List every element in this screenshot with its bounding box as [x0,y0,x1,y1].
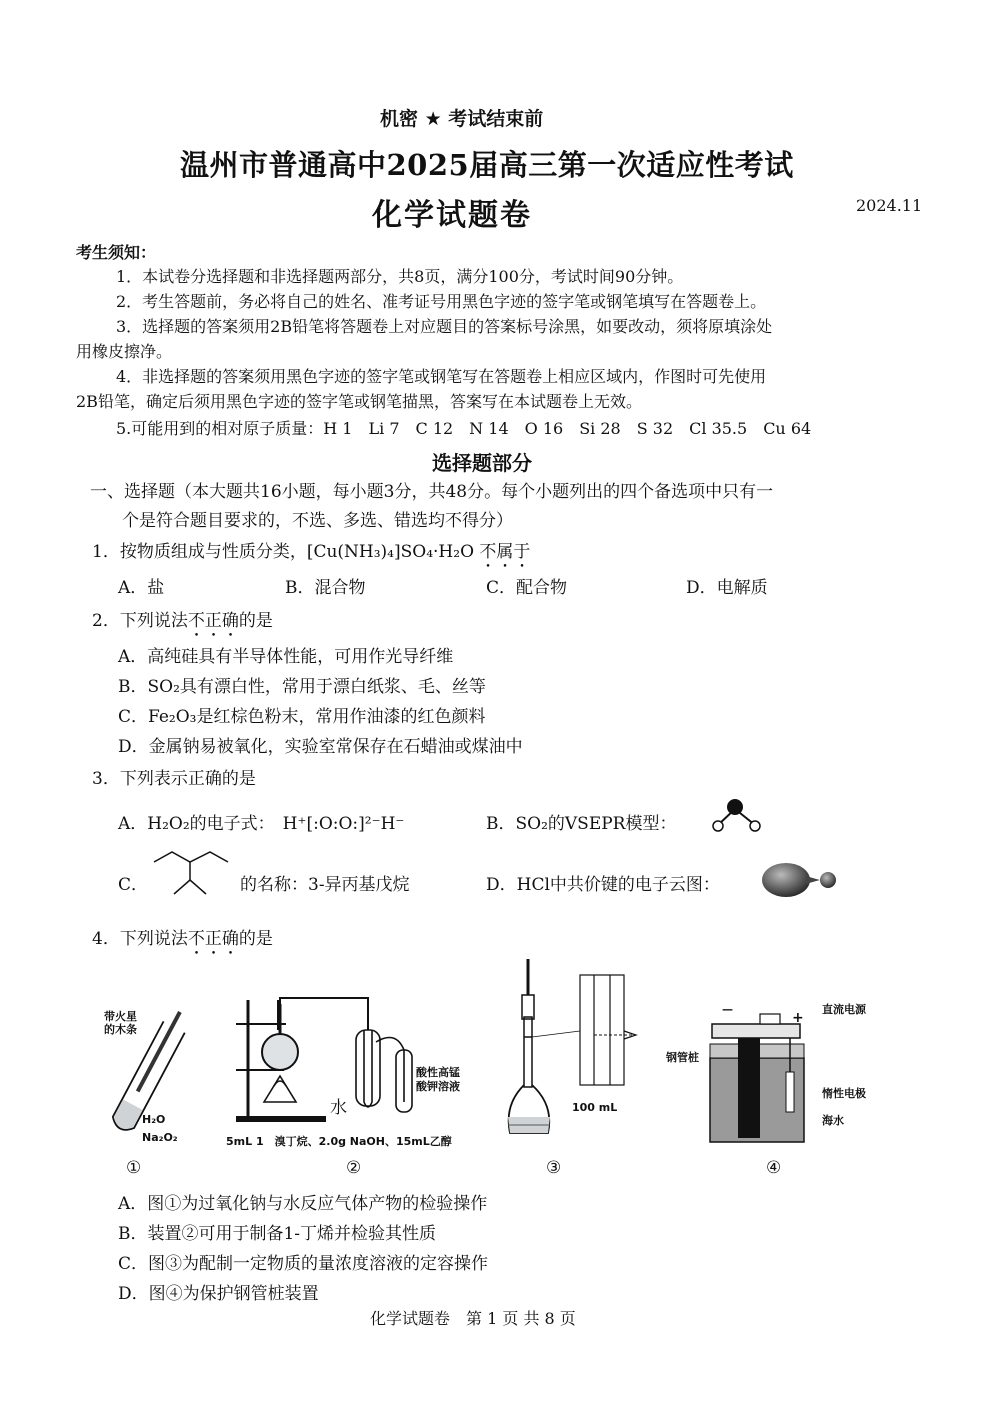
exam-date: 2024.11 [856,196,923,215]
notice-item-1: 1．本试卷分选择题和非选择题两部分，共8页，满分100分，考试时间90分钟。 [116,267,684,286]
notice-item-2: 2．考生答题前，务必将自己的姓名、准考证号用黑色字迹的签字笔或钢笔填写在答题卷上。 [116,292,767,311]
confidential-label: 机密 ★ 考试结束前 [380,108,544,130]
q3-option-b: B．SO₂的VSEPR模型： [486,814,677,834]
fig1-splint-label: 带火星 的木条 [104,1010,137,1036]
fig2-apparatus-diagram [228,990,488,1130]
q1-option-d: D．电解质 [686,578,768,598]
q2-option-b: B．SO₂具有漂白性，常用于漂白纸浆、毛、丝等 [118,677,486,697]
q1-option-a: A．盐 [118,578,165,598]
q2-stem: 2．下列说法不正确的是 [92,611,273,631]
q4-option-d: D．图④为保护钢管桩装置 [118,1284,319,1304]
q2-option-a: A．高纯硅具有半导体性能，可用作光导纤维 [118,647,454,667]
fig2-caption: 5mL 1 溴丁烷、2.0g NaOH、15mL乙醇 [226,1135,452,1148]
fig1-h2o-label: H₂O [142,1113,166,1126]
q1-emphasis: 不属于 [479,542,531,562]
q3-option-c-label: C． [118,875,149,895]
fig4-power-label: 直流电源 [822,1003,866,1016]
part1-heading: 一、选择题（本大题共16小题，每小题3分，共48分。每个小题列出的四个备选项中只有一 [90,482,774,502]
fig2-number: ② [346,1158,362,1178]
notice-item-3-cont: 用橡皮擦净。 [76,342,173,361]
q4-option-b: B．装置②可用于制备1-丁烯并检验其性质 [118,1224,437,1244]
subject-title: 化学试题卷 [372,198,532,233]
notice-item-5: 5.可能用到的相对原子质量：H 1 Li 7 C 12 N 14 O 16 Si 28 S 32 Cl 35.5 Cu 64 [116,419,812,438]
section-title: 选择题部分 [432,451,532,475]
fig4-number: ④ [766,1158,782,1178]
fig2-water-label: 水 [330,1098,347,1118]
q4-option-c: C．图③为配制一定物质的量浓度溶液的定容操作 [118,1254,489,1274]
notice-item-4-cont: 2B铅笔，确定后须用黑色字迹的签字笔或钢笔描黑，答案写在本试题卷上无效。 [76,392,642,411]
fig4-minus-label: — [722,1003,733,1016]
q4-option-a: A．图①为过氧化钠与水反应气体产物的检验操作 [118,1194,488,1214]
fig2-kmno4-label: 酸性高锰 酸钾溶液 [416,1066,460,1093]
q3-option-a: A．H₂O₂的电子式： H⁺[:O:O:]²⁻H⁻ [118,814,405,834]
q3-option-c: 的名称：3-异丙基戊烷 [240,875,410,895]
fig4-plus-label: + [792,1010,804,1026]
q4-stem: 4．下列说法不正确的是 [92,929,273,949]
fig3-volume-label: 100 mL [572,1101,618,1114]
fig3-volumetric-flask-diagram [500,955,660,1150]
notice-item-4: 4．非选择题的答案须用黑色字迹的签字笔或钢笔写在答题卷上相应区域内，作图时可先使用 [116,367,767,386]
q2-option-c: C．Fe₂O₃是红棕色粉末，常用作油漆的红色颜料 [118,707,486,727]
q3-option-d: D．HCl中共价键的电子云图： [486,875,720,895]
fig4-electrode-label: 惰性电极 [822,1087,866,1100]
vsepr-model-icon [705,795,765,835]
q1-option-c: C．配合物 [486,578,568,598]
fig4-pile-label: 钢管桩 [666,1051,699,1064]
exam-title: 温州市普通高中2025届高三第一次适应性考试 [180,148,794,182]
q2-option-d: D．金属钠易被氧化，实验室常保存在石蜡油或煤油中 [118,737,523,757]
fig1-na2o2-label: Na₂O₂ [142,1131,178,1144]
notice-item-3: 3．选择题的答案须用2B铅笔将答题卷上对应题目的答案标号涂黑，如要改动，须将原填涂处 [116,317,773,336]
q3-stem: 3．下列表示正确的是 [92,769,256,789]
fig4-sea-label: 海水 [822,1114,844,1127]
part1-heading-cont: 个是符合题目要求的，不选、多选、错选均不得分） [122,511,513,531]
skeletal-formula-icon [152,848,232,904]
notice-heading: 考生须知： [76,243,157,262]
q1-stem: 1．按物质组成与性质分类，[Cu(NH₃)₄]SO₄·H₂O 不属于 [92,542,531,562]
q1-option-b: B．混合物 [285,578,366,598]
electron-cloud-icon [760,860,840,900]
page-footer: 化学试题卷 第 1 页 共 8 页 [370,1309,576,1328]
fig3-number: ③ [546,1158,562,1178]
h2o2-electron-formula: H⁺[:O:O:]²⁻H⁻ [282,814,405,834]
fig1-number: ① [126,1158,142,1178]
